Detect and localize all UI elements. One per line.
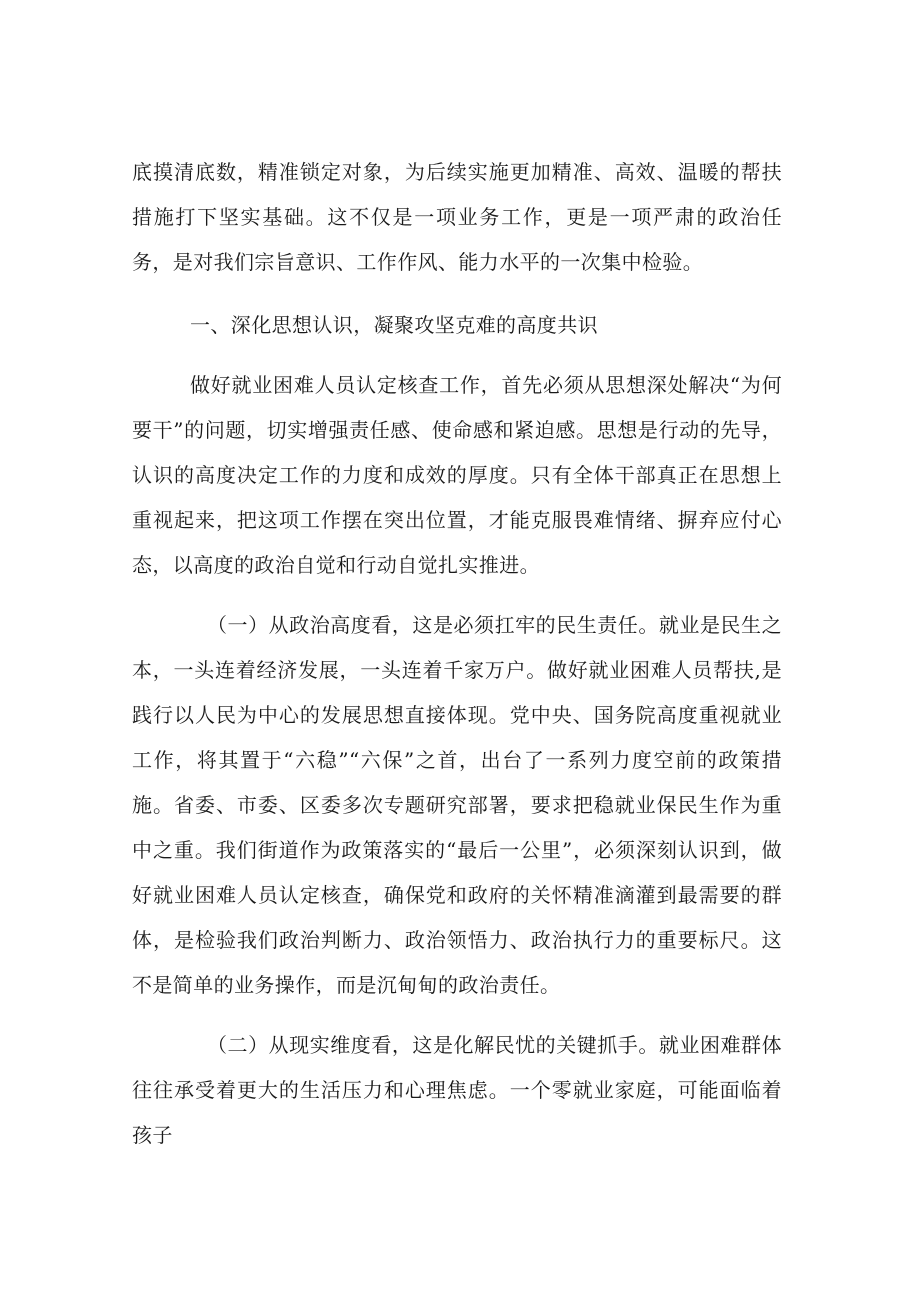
section-heading: 一、深化思想认识，凝聚攻坚克难的高度共识 [190, 313, 598, 337]
subsection-paragraph-2: （二）从现实维度看，这是化解民忧的关键抓手。就业困难群体往往承受着更大的生活压力和心理焦虑。一个零就业家庭，可能面临着孩子 [132, 1033, 782, 1147]
section-paragraph: 做好就业困难人员认定核查工作，首先必须从思想深处解决“为何要干”的问题，切实增强责任感、使命感和紧迫感。思想是行动的先导，认识的高度决定工作的力度和成效的厚度。只有全体干部真正在思想上重视起来，把这项工作摆在突出位置，才能克服畏难情绪、摒弃应付心态，以高度的政治自觉和行动自觉扎实推进。 [132, 373, 782, 577]
intro-paragraph: 底摸清底数，精准锁定对象，为后续实施更加精准、高效、温暖的帮扶措施打下坚实基础。这不仅是一项业务工作，更是一项严肃的政治任务，是对我们宗旨意识、工作作风、能力水平的一次集中检验。 [132, 160, 782, 274]
subsection-paragraph-1: （一）从政治高度看，这是必须扛牢的民生责任。就业是民生之本，一头连着经济发展，一头连着千家万户。做好就业困难人员帮扶,是践行以人民为中心的发展思想直接体现。党中央、国务院高度重视就业工作，将其置于“六稳”“六保”之首，出台了一系列力度空前的政策措施。省委、市委、区委多次专题研究部署，要求把稳就业保民生作为重中之重。我们街道作为政策落实的“最后一公里”，必须深刻认识到，做好就业困难人员认定核查，确保党和政府的关怀精准滴灌到最需要的群体，是检验我们政治判断力、政治领悟力、政治执行力的重要标尺。这不是简单的业务操作，而是沉甸甸的政治责任。 [132, 613, 782, 997]
